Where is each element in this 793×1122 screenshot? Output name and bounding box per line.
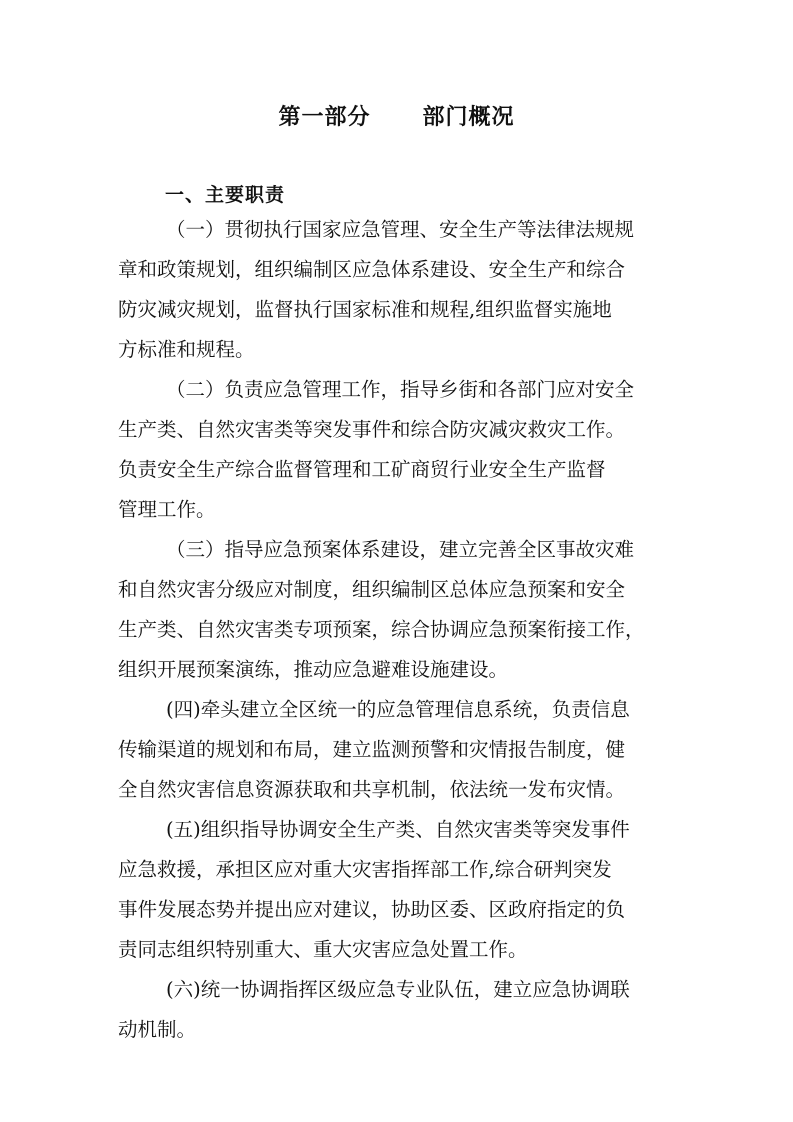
paragraph-1-line-1: （一）贯彻执行国家应急管理、安全生产等法律法规规 [166,218,635,241]
paragraph-1-line-2: 章和政策规划，组织编制区应急体系建设、安全生产和综合 [118,258,626,281]
paragraph-5-line-4: 责同志组织特别重大、重大灾害应急处置工作。 [118,938,528,961]
paragraph-3-line-4: 组织开展预案演练，推动应急避难设施建设。 [118,658,509,681]
paragraph-4-line-1: (四)牵头建立全区统一的应急管理信息系统，负责信息 [166,698,630,721]
paragraph-3-line-3: 生产类、自然灾害类专项预案，综合协调应急预案衔接工作， [118,618,645,641]
paragraph-4-line-3: 全自然灾害信息资源获取和共享机制，依法统一发布灾情。 [118,778,626,801]
paragraph-3-line-2: 和自然灾害分级应对制度，组织编制区总体应急预案和安全 [118,578,626,601]
paragraph-1-line-4: 方标准和规程。 [118,338,255,361]
paragraph-6-line-2: 动机制。 [118,1018,197,1041]
paragraph-2-line-1: （二）负责应急管理工作，指导乡街和各部门应对安全 [166,378,635,401]
paragraph-6-line-1: (六)统一协调指挥区级应急专业队伍，建立应急协调联 [166,978,630,1001]
page-title: 第一部分 部门概况 [278,105,515,130]
section-heading: 一、主要职责 [165,184,286,206]
paragraph-5-line-1: (五)组织指导协调安全生产类、自然灾害类等突发事件 [166,818,630,841]
paragraph-4-line-2: 传输渠道的规划和布局，建立监测预警和灾情报告制度，健 [118,738,626,761]
paragraph-5-line-3: 事件发展态势并提出应对建议，协助区委、区政府指定的负 [118,898,626,921]
paragraph-1-line-3: 防灾减灾规划，监督执行国家标准和规程,组织监督实施地 [118,298,612,321]
paragraph-2-line-3: 负责安全生产综合监督管理和工矿商贸行业安全生产监督 [118,458,606,481]
paragraph-2-line-4: 管理工作。 [118,498,216,521]
paragraph-3-line-1: （三）指导应急预案体系建设，建立完善全区事故灾难 [166,538,635,561]
paragraph-5-line-2: 应急救援，承担区应对重大灾害指挥部工作,综合研判突发 [118,858,612,881]
paragraph-2-line-2: 生产类、自然灾害类等突发事件和综合防灾减灾救灾工作。 [118,418,626,441]
